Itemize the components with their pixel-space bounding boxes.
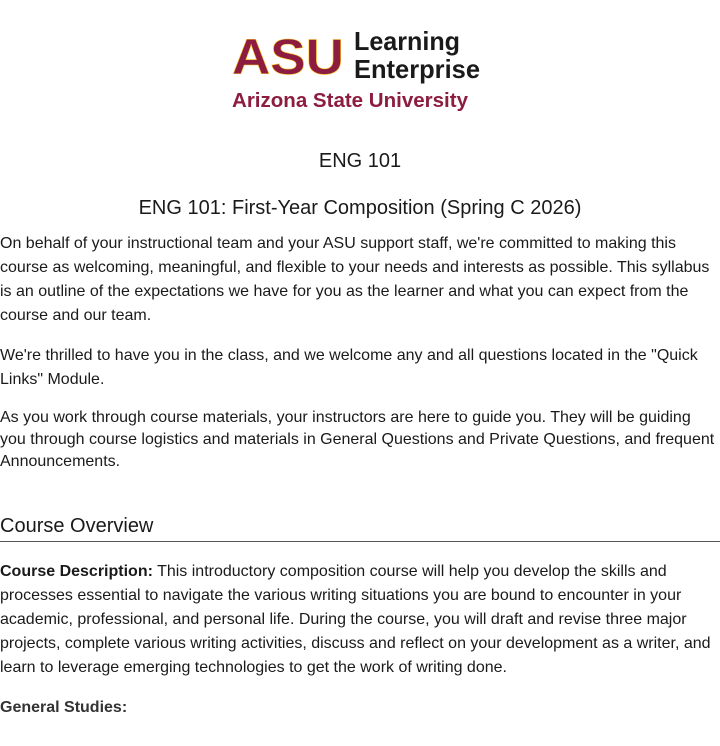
course-description — [0, 560, 720, 680]
svg-text:Arizona State University: Arizona State University — [232, 90, 469, 112]
asu-learning-enterprise-logo — [0, 26, 720, 112]
asu-logo-graphic — [230, 26, 490, 112]
svg-text:Learning: Learning — [354, 26, 460, 56]
intro-paragraph-instructors: As you work through course materials, your instructors are here to guide you. They will be guiding you through course logistics and materials in General Questions and Private Questions, and frequent Announcements. — [0, 409, 715, 470]
course-description-text: This introductory composition course will help you develop the skills and processes essential to navigate the various writing situations you are bound to encounter in your academic, professional, and personal life. During the course, you will draft and revise three major projects, complete various writing activities, discuss and reflect on your development as a writer, and learn to leverage emerging technologies to get the work of writing done. — [0, 563, 711, 676]
intro-paragraph-welcome: On behalf of your instructional team and your ASU support staff, we're committed to making this course as welcoming, meaningful, and flexible to your needs and interests as possible. This syllabus is an outline of the expectations we have for you as the learner and what you can expect from the course and our team. — [0, 235, 710, 324]
course-code: ENG 101 — [318, 150, 402, 172]
course-overview-heading: Course Overview — [0, 513, 720, 542]
course-title: ENG 101: First-Year Composition (Spring C 2026) — [138, 197, 582, 219]
general-studies-label: General Studies: — [0, 699, 128, 716]
svg-text:Enterprise: Enterprise — [354, 54, 480, 84]
course-description-label: Course Description: — [0, 563, 153, 580]
svg-text:ASU: ASU — [232, 29, 344, 85]
intro-paragraph-questions: We're thrilled to have you in the class, and we welcome any and all questions located in the "Quick Links" Module. — [0, 347, 698, 388]
